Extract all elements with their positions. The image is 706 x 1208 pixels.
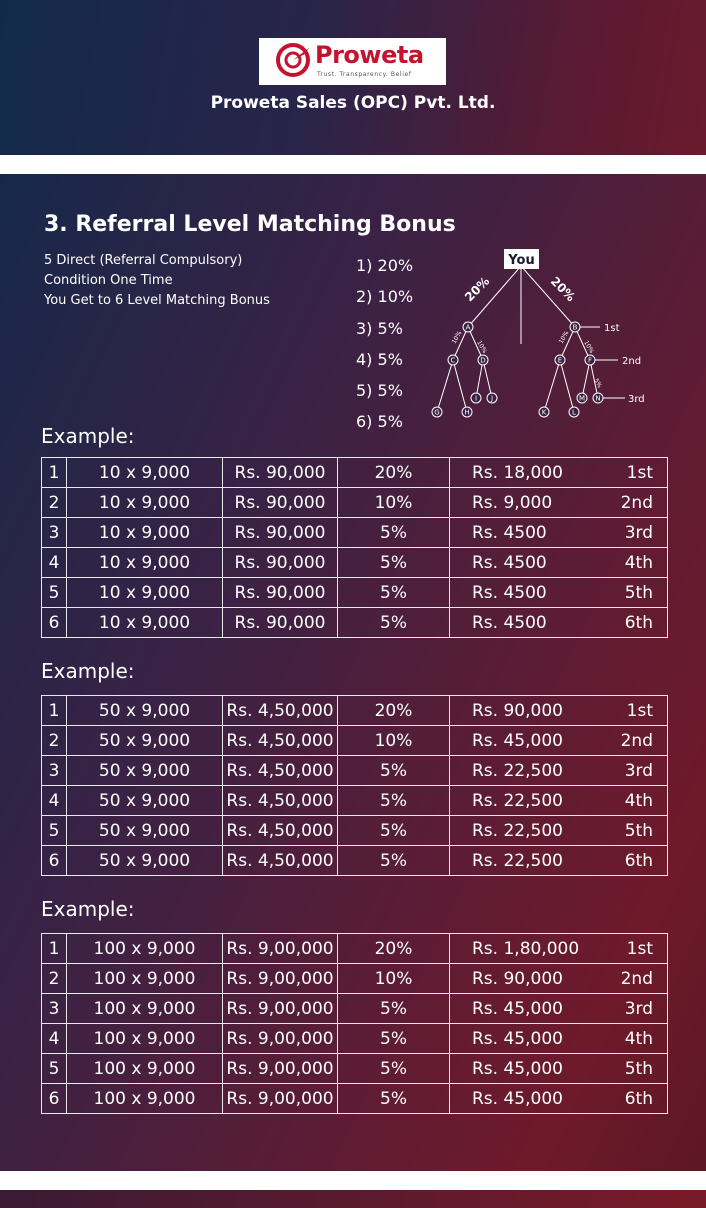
percent-cell: 10% [338, 964, 450, 994]
level-label: 5th [624, 1058, 653, 1079]
quantity-cell: 100 x 9,000 [67, 934, 223, 964]
description-line: You Get to 6 Level Matching Bonus [44, 293, 270, 308]
level-percent-list [356, 254, 413, 442]
percent-cell: 5% [338, 846, 450, 876]
quantity-cell: 100 x 9,000 [67, 1084, 223, 1114]
bonus-amount: Rs. 18,000 [472, 462, 563, 483]
description-line: 5 Direct (Referral Compulsory) [44, 253, 243, 268]
example-table-3 [41, 933, 668, 1114]
level-label: 5th [624, 820, 653, 841]
bonus-cell [450, 518, 668, 548]
bonus-cell [450, 1084, 668, 1114]
bonus-cell [450, 608, 668, 638]
tree-node-label: H [464, 408, 470, 417]
percent-cell: 20% [338, 696, 450, 726]
tree-node-label: N [595, 394, 601, 403]
amount-cell: Rs. 4,50,000 [223, 726, 338, 756]
row-number: 4 [42, 786, 67, 816]
row-number: 4 [42, 1024, 67, 1054]
level-label: 1st [626, 462, 653, 483]
example-table-2 [41, 695, 668, 876]
table-row [42, 1024, 668, 1054]
amount-cell: Rs. 90,000 [223, 518, 338, 548]
percent-cell: 5% [338, 518, 450, 548]
proweta-logo-icon [275, 42, 311, 78]
bonus-cell [450, 934, 668, 964]
amount-cell: Rs. 4,50,000 [223, 756, 338, 786]
bonus-cell [450, 1024, 668, 1054]
percent-cell: 20% [338, 458, 450, 488]
description-line: Condition One Time [44, 273, 173, 288]
section-description [44, 251, 270, 311]
bonus-cell [450, 786, 668, 816]
bonus-cell [450, 816, 668, 846]
bonus-amount: Rs. 90,000 [472, 700, 563, 721]
quantity-cell: 10 x 9,000 [67, 518, 223, 548]
example-label: Example: [41, 659, 135, 683]
bonus-cell [450, 1054, 668, 1084]
table-row [42, 1084, 668, 1114]
table-row [42, 578, 668, 608]
row-number: 6 [42, 608, 67, 638]
bonus-cell [450, 726, 668, 756]
percent-cell: 5% [338, 1084, 450, 1114]
tree-node-label: M [578, 394, 586, 403]
bonus-amount: Rs. 4500 [472, 612, 547, 633]
quantity-cell: 100 x 9,000 [67, 1024, 223, 1054]
tree-root-label: You [508, 253, 535, 268]
level-label: 1st [626, 700, 653, 721]
table-row [42, 786, 668, 816]
percent-cell: 5% [338, 994, 450, 1024]
row-number: 6 [42, 1084, 67, 1114]
bonus-amount: Rs. 90,000 [472, 968, 563, 989]
table-row [42, 608, 668, 638]
quantity-cell: 100 x 9,000 [67, 964, 223, 994]
tree-node-label: G [434, 408, 440, 417]
quantity-cell: 10 x 9,000 [67, 578, 223, 608]
percent-cell: 10% [338, 488, 450, 518]
level-label: 4th [624, 552, 653, 573]
level-label: 2nd [620, 730, 653, 751]
bonus-amount: Rs. 9,000 [472, 492, 553, 513]
brand-logo [259, 38, 446, 85]
amount-cell: Rs. 4,50,000 [223, 846, 338, 876]
row-number: 5 [42, 1054, 67, 1084]
amount-cell: Rs. 90,000 [223, 578, 338, 608]
quantity-cell: 100 x 9,000 [67, 994, 223, 1024]
percent-cell: 5% [338, 816, 450, 846]
referral-tree-diagram [420, 244, 660, 424]
tree-node-label: F [587, 356, 593, 365]
tree-level-label: 3rd [628, 394, 645, 405]
bonus-amount: Rs. 4500 [472, 552, 547, 573]
bonus-amount: Rs. 45,000 [472, 1058, 563, 1079]
level-label: 3rd [624, 522, 653, 543]
quantity-cell: 50 x 9,000 [67, 726, 223, 756]
percent-cell: 5% [338, 578, 450, 608]
table-row [42, 934, 668, 964]
amount-cell: Rs. 9,00,000 [223, 1024, 338, 1054]
table-row [42, 964, 668, 994]
amount-cell: Rs. 4,50,000 [223, 816, 338, 846]
amount-cell: Rs. 9,00,000 [223, 964, 338, 994]
bonus-amount: Rs. 4500 [472, 582, 547, 603]
bonus-amount: Rs. 1,80,000 [472, 938, 580, 959]
quantity-cell: 10 x 9,000 [67, 488, 223, 518]
bonus-cell [450, 488, 668, 518]
tree-node-label: C [450, 356, 456, 365]
percent-cell: 5% [338, 1024, 450, 1054]
level-percent-item: 1) 20% [356, 256, 414, 275]
bonus-amount: Rs. 22,500 [472, 760, 563, 781]
level-label: 2nd [620, 968, 653, 989]
bonus-cell [450, 578, 668, 608]
level-label: 2nd [620, 492, 653, 513]
brand-name: Proweta [315, 41, 424, 69]
percent-cell: 10% [338, 726, 450, 756]
level-label: 5th [624, 582, 653, 603]
row-number: 2 [42, 488, 67, 518]
bonus-cell [450, 964, 668, 994]
tree-node-label: K [541, 408, 547, 417]
amount-cell: Rs. 90,000 [223, 548, 338, 578]
level-label: 6th [624, 850, 653, 871]
row-number: 3 [42, 756, 67, 786]
tree-node-label: A [465, 323, 471, 332]
bonus-amount: Rs. 45,000 [472, 1088, 563, 1109]
tree-small-percent: 10% [475, 339, 489, 355]
brand-tagline: Trust. Transparency. Belief [317, 71, 412, 78]
quantity-cell: 10 x 9,000 [67, 548, 223, 578]
percent-cell: 5% [338, 1054, 450, 1084]
table-row [42, 1054, 668, 1084]
bonus-amount: Rs. 22,500 [472, 790, 563, 811]
quantity-cell: 10 x 9,000 [67, 458, 223, 488]
bonus-cell [450, 548, 668, 578]
table-row [42, 548, 668, 578]
bonus-amount: Rs. 22,500 [472, 820, 563, 841]
amount-cell: Rs. 9,00,000 [223, 1054, 338, 1084]
percent-cell: 5% [338, 548, 450, 578]
example-label: Example: [41, 897, 135, 921]
bonus-amount: Rs. 4500 [472, 522, 547, 543]
bonus-amount: Rs. 45,000 [472, 998, 563, 1019]
table-row [42, 994, 668, 1024]
tree-level-label: 2nd [622, 356, 642, 367]
level-label: 6th [624, 612, 653, 633]
tree-node-label: D [480, 356, 486, 365]
row-number: 1 [42, 934, 67, 964]
table-row [42, 518, 668, 548]
row-number: 5 [42, 578, 67, 608]
percent-cell: 5% [338, 608, 450, 638]
table-row [42, 756, 668, 786]
bonus-amount: Rs. 45,000 [472, 1028, 563, 1049]
example-label: Example: [41, 424, 135, 448]
table-row [42, 488, 668, 518]
row-number: 1 [42, 696, 67, 726]
table-row [42, 816, 668, 846]
amount-cell: Rs. 4,50,000 [223, 786, 338, 816]
quantity-cell: 50 x 9,000 [67, 846, 223, 876]
percent-cell: 5% [338, 786, 450, 816]
tree-left-percent: 20% [462, 274, 493, 305]
bonus-amount: Rs. 22,500 [472, 850, 563, 871]
bonus-cell [450, 994, 668, 1024]
quantity-cell: 50 x 9,000 [67, 696, 223, 726]
percent-cell: 20% [338, 934, 450, 964]
tree-level-label: 1st [604, 323, 620, 334]
bonus-amount: Rs. 45,000 [472, 730, 563, 751]
row-number: 2 [42, 726, 67, 756]
tree-small-percent: 10% [557, 329, 571, 345]
quantity-cell: 50 x 9,000 [67, 756, 223, 786]
tree-small-percent: 10% [450, 329, 464, 345]
level-label: 1st [626, 938, 653, 959]
level-label: 4th [624, 1028, 653, 1049]
bonus-cell [450, 846, 668, 876]
table-row [42, 458, 668, 488]
quantity-cell: 50 x 9,000 [67, 786, 223, 816]
amount-cell: Rs. 90,000 [223, 608, 338, 638]
level-percent-item: 3) 5% [356, 318, 403, 338]
table-row [42, 726, 668, 756]
level-percent-item: 4) 5% [356, 349, 403, 369]
amount-cell: Rs. 9,00,000 [223, 1084, 338, 1114]
amount-cell: Rs. 90,000 [223, 488, 338, 518]
tree-node-label: B [572, 323, 578, 332]
bonus-cell [450, 696, 668, 726]
amount-cell: Rs. 90,000 [223, 458, 338, 488]
tree-node-label: L [572, 408, 576, 417]
bonus-cell [450, 458, 668, 488]
level-label: 4th [624, 790, 653, 811]
amount-cell: Rs. 9,00,000 [223, 934, 338, 964]
level-label: 3rd [624, 998, 653, 1019]
level-label: 3rd [624, 760, 653, 781]
row-number: 5 [42, 816, 67, 846]
row-number: 6 [42, 846, 67, 876]
level-label: 6th [624, 1088, 653, 1109]
amount-cell: Rs. 4,50,000 [223, 696, 338, 726]
row-number: 1 [42, 458, 67, 488]
tree-small-percent: 5% [592, 377, 604, 390]
tree-small-percent: 10% [582, 339, 596, 355]
level-percent-item: 6) 5% [356, 412, 403, 432]
bonus-panel [0, 174, 706, 1171]
quantity-cell: 100 x 9,000 [67, 1054, 223, 1084]
row-number: 4 [42, 548, 67, 578]
quantity-cell: 50 x 9,000 [67, 816, 223, 846]
footer-strip [0, 1190, 706, 1208]
example-table-1 [41, 457, 668, 638]
level-percent-item: 5) 5% [356, 381, 403, 401]
tree-node-label: E [557, 356, 563, 365]
row-number: 2 [42, 964, 67, 994]
table-row [42, 846, 668, 876]
tree-right-percent: 20% [547, 274, 578, 305]
row-number: 3 [42, 994, 67, 1024]
header-banner [0, 0, 706, 155]
quantity-cell: 10 x 9,000 [67, 608, 223, 638]
section-title: 3. Referral Level Matching Bonus [44, 212, 456, 237]
tree-node-label: I [474, 394, 478, 403]
table-row [42, 696, 668, 726]
tree-node-label: J [490, 394, 494, 403]
percent-cell: 5% [338, 756, 450, 786]
level-percent-item: 2) 10% [356, 287, 414, 307]
row-number: 3 [42, 518, 67, 548]
amount-cell: Rs. 9,00,000 [223, 994, 338, 1024]
bonus-cell [450, 756, 668, 786]
company-name: Proweta Sales (OPC) Pvt. Ltd. [210, 93, 496, 113]
